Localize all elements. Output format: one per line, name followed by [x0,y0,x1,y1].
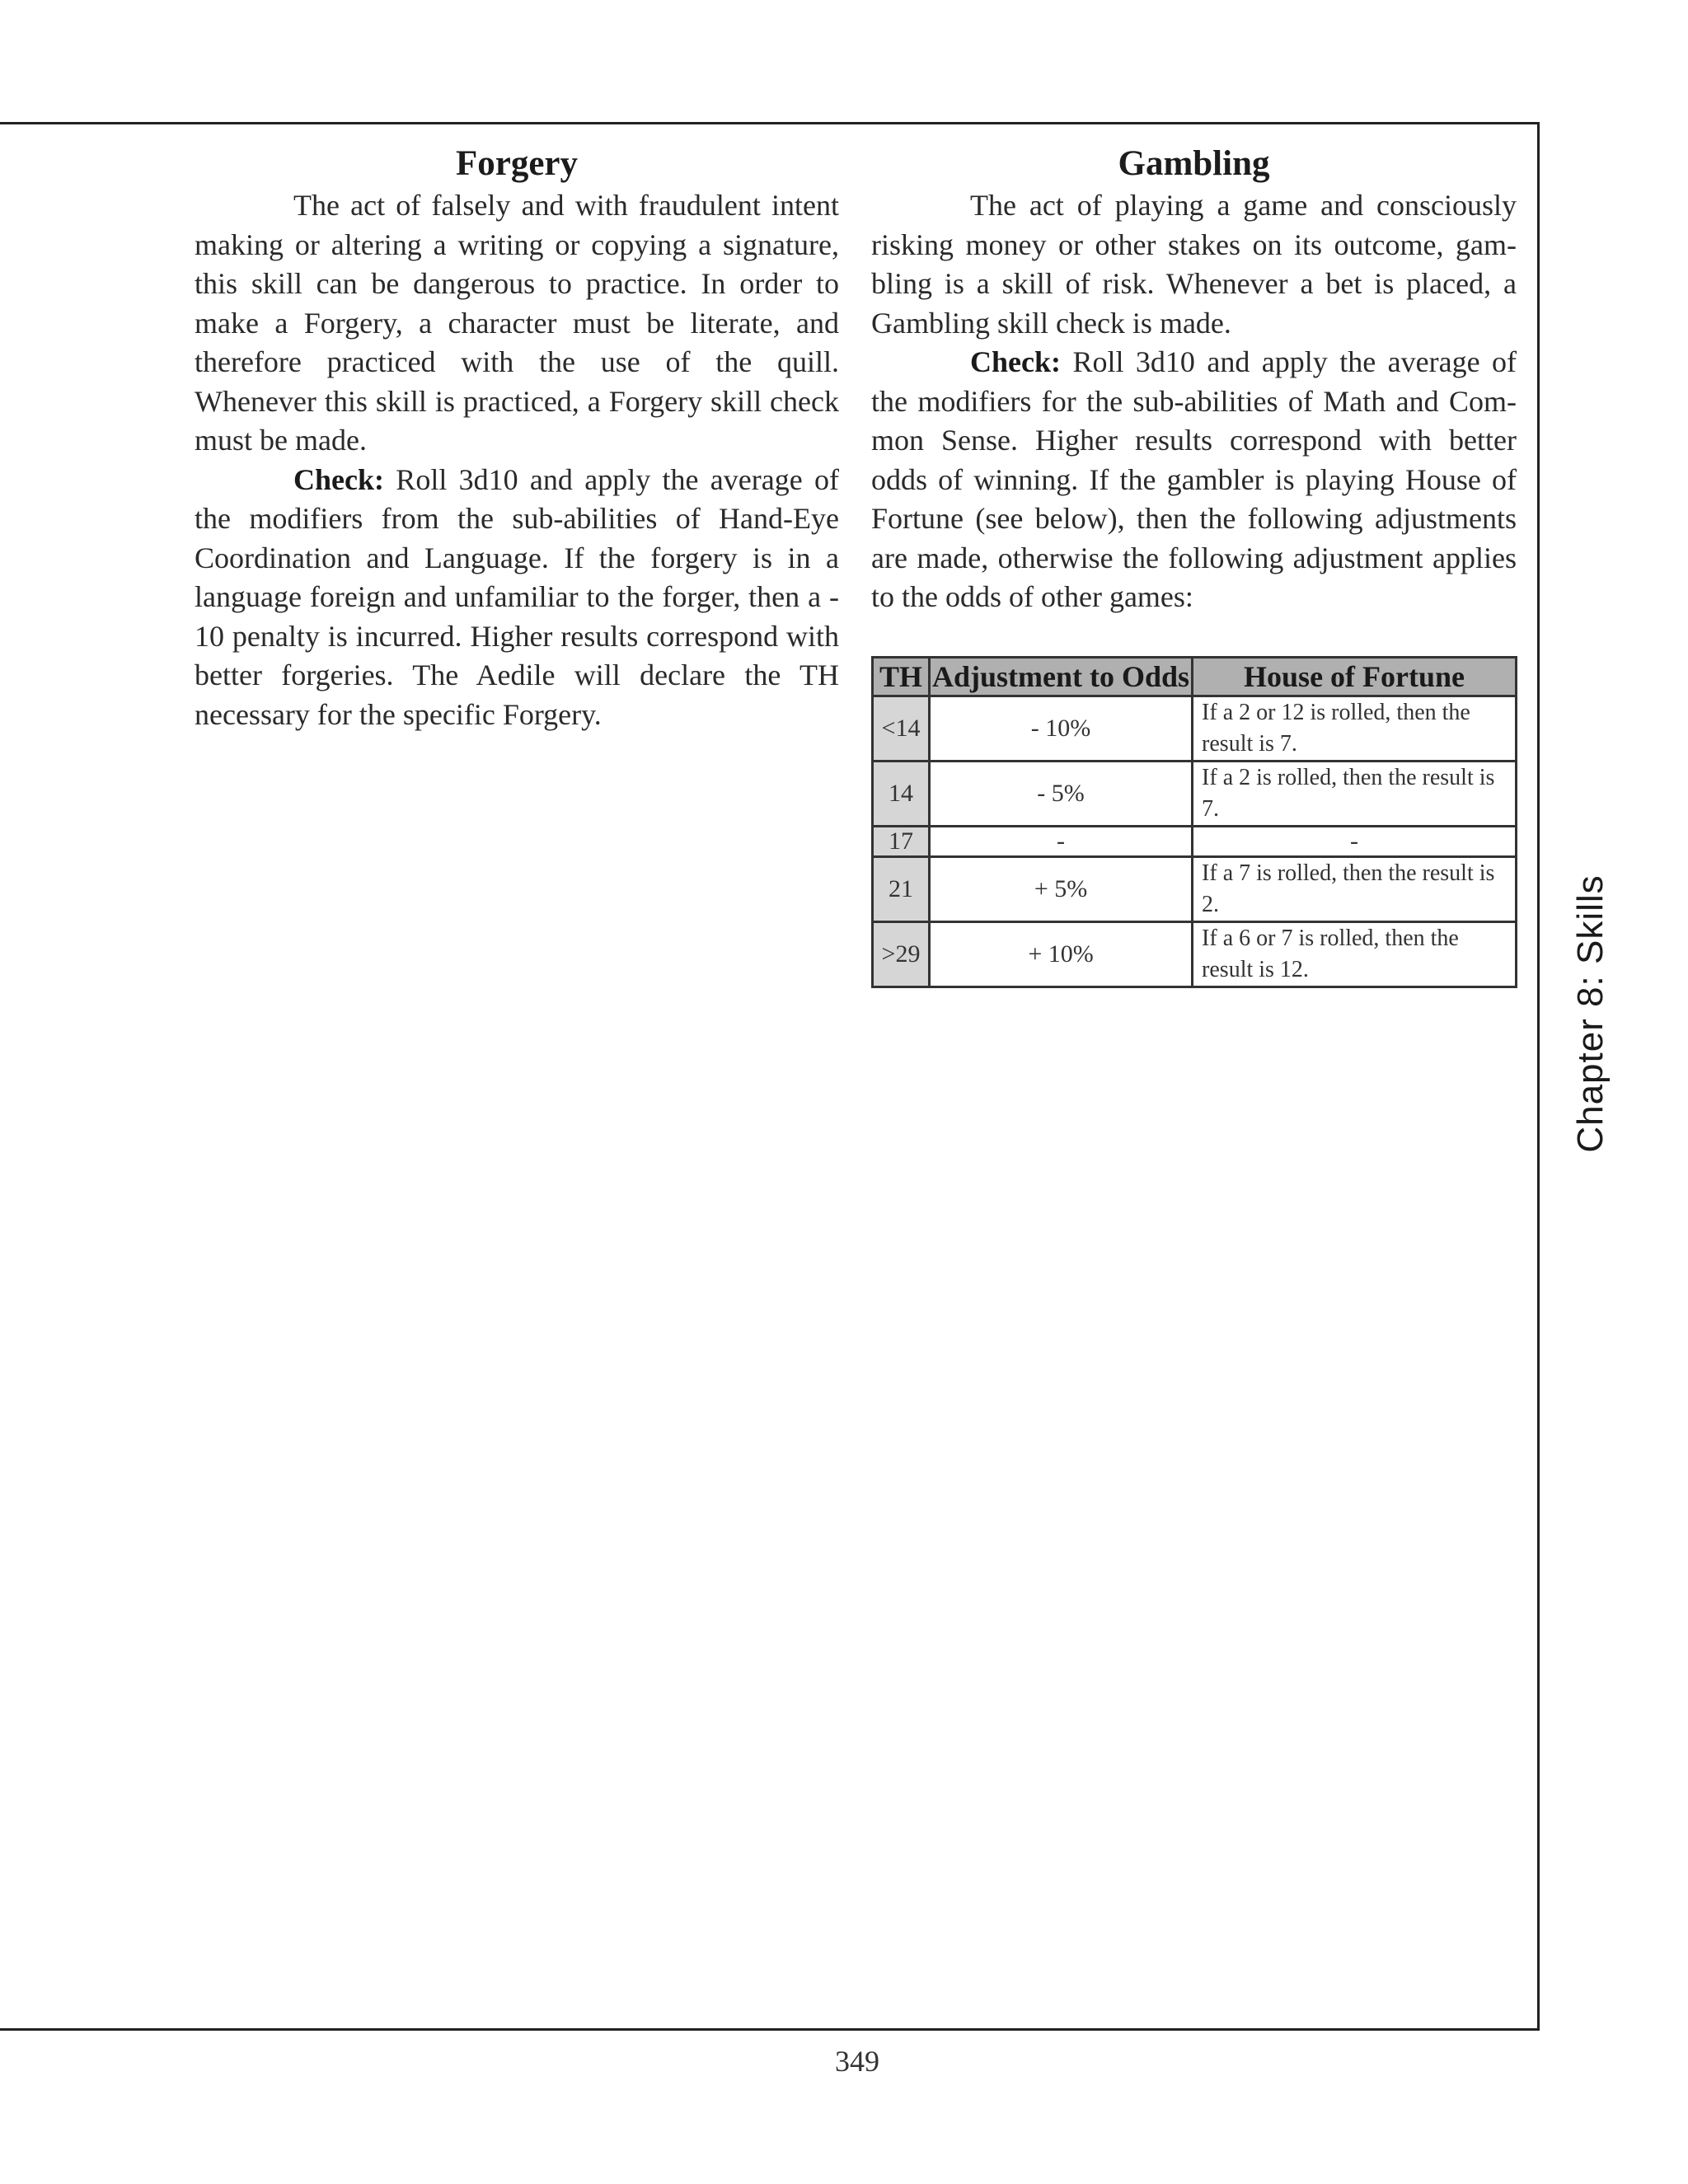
gambling-description: The act of playing a game and consciously risking money or other stakes on its outcome, gambling is a skill of risk. Whenever a bet is placed, a Gambling skill check is made. [871,189,1517,340]
th-cell: 17 [873,827,930,857]
page-frame-right [1537,122,1540,2031]
gambling-check-label: Check: [970,345,1061,378]
header-adjustment: Adjustment to Odds [930,658,1193,696]
table-row [873,922,1517,987]
chapter-side-title: Chapter 8: Skills [1570,874,1611,1153]
forgery-check-text: Roll 3d10 and apply the average of the modifiers from the sub-abilities of Hand-Eye Coordination and Language. If the forgery is in a language foreign and unfamiliar to the forger, then a - 10 penalty is incurred. Higher results correspond with better forgeries. The Aedile will declare the TH necessary for the specific Forgery. [195,462,839,731]
table-row [873,827,1517,857]
forgery-heading: Forgery [455,144,579,183]
page-number: 349 [835,2045,879,2078]
gambling-column [871,142,1517,617]
forgery-check-label: Check: [293,462,384,496]
adjustment-cell: - 5% [930,762,1193,827]
th-cell: >29 [873,922,930,987]
adjustment-cell: + 5% [930,857,1193,922]
page-frame-top [0,122,1540,124]
gambling-check-paragraph [871,343,1517,617]
th-cell: <14 [873,696,930,762]
header-house-of-fortune: House of Fortune [1193,658,1517,696]
adjustment-cell: - 10% [930,696,1193,762]
fortune-cell: If a 2 is rolled, then the result is 7. [1193,762,1517,827]
table-row [873,762,1517,827]
th-cell: 14 [873,762,930,827]
gambling-odds-table [871,656,1517,988]
header-th: TH [873,658,930,696]
gambling-check-text: Roll 3d10 and apply the average of the modifiers for the sub-abilities of Math and Common Sense. Higher results correspond with better odds of winning. If the gambler is playing House of Fortune (see below), then the following adjustments are made, otherwise the following adjustment applies to the odds of other games: [871,345,1517,613]
table-header-row [873,658,1517,696]
fortune-cell: If a 7 is rolled, then the result is 2. [1193,857,1517,922]
page-frame-bottom [0,2028,1540,2031]
fortune-cell: If a 6 or 7 is rolled, then the result is 12. [1193,922,1517,987]
gambling-heading: Gambling [1118,144,1270,183]
fortune-cell: - [1193,827,1517,857]
adjustment-cell: + 10% [930,922,1193,987]
adjustment-cell: - [930,827,1193,857]
table-row [873,696,1517,762]
forgery-check-paragraph [195,461,839,735]
table-row [873,857,1517,922]
forgery-description: The act of falsely and with fraudulent intent making or altering a writing or copying a signature, this skill can be dangerous to practice. In order to make a Forgery, a character must be literate, and therefore practiced with the use of the quill. Whenever this skill is practiced, a Forgery skill check must be made. [195,189,839,457]
fortune-cell: If a 2 or 12 is rolled, then the result is 7. [1193,696,1517,762]
th-cell: 21 [873,857,930,922]
forgery-column [195,142,839,734]
